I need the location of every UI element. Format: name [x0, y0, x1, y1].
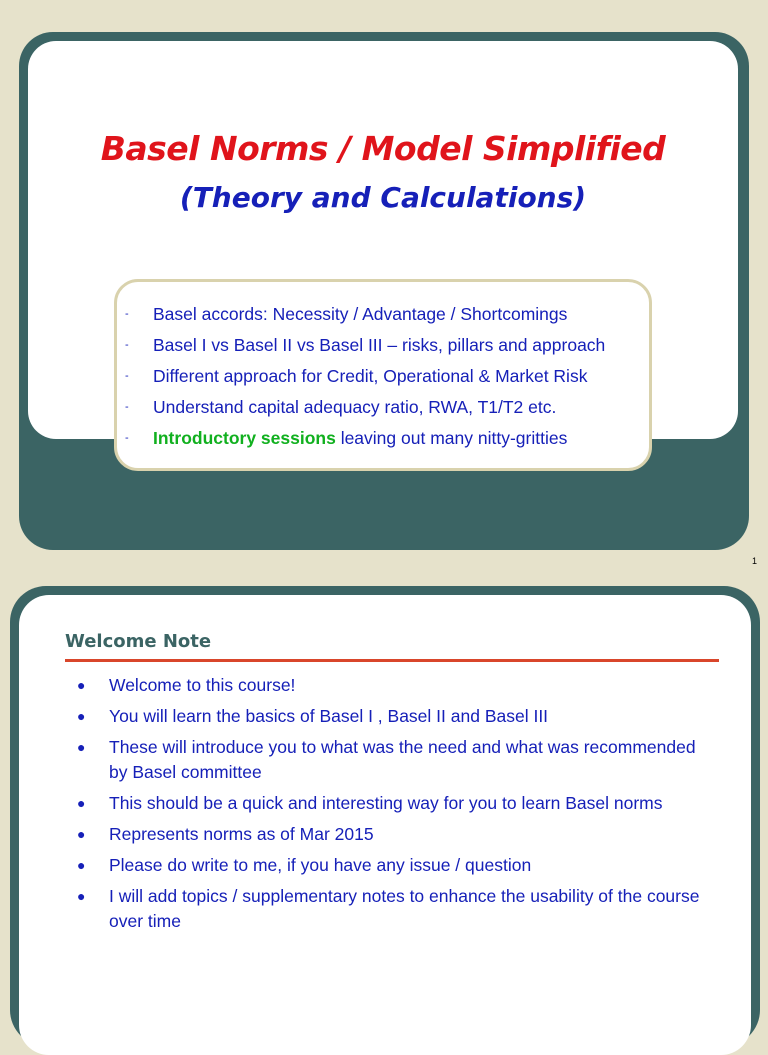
list-item-text: Represents norms as of Mar 2015: [109, 824, 374, 844]
bullet-dot-icon: ●: [77, 888, 86, 904]
slide-subtitle: (Theory and Calculations): [179, 181, 587, 214]
highlight-text: Introductory sessions: [153, 428, 336, 448]
list-item: [65, 673, 705, 698]
list-item-text: Understand capital adequacy ratio, RWA, T1/T2 etc.: [153, 397, 557, 417]
slide-title: Basel Norms / Model Simplified: [100, 129, 666, 168]
list-item: [117, 304, 605, 335]
list-item-text: Basel I vs Basel II vs Basel III – risks, pillars and approach: [153, 335, 606, 355]
list-item: [117, 397, 605, 428]
list-item: [65, 735, 705, 785]
list-item: [117, 335, 605, 366]
dash-marker: -: [125, 370, 129, 382]
list-item: [65, 853, 705, 878]
list-item-text: I will add topics / supplementary notes to enhance the usability of the course over time: [109, 886, 700, 931]
list-item: [117, 366, 605, 397]
list-item-text: Different approach for Credit, Operational & Market Risk: [153, 366, 588, 386]
slide-1: [19, 32, 749, 550]
list-item-text: These will introduce you to what was the need and what was recommended by Basel committee: [109, 737, 696, 782]
dash-marker: -: [125, 432, 129, 444]
bullet-dot-icon: ●: [77, 677, 86, 693]
list-item-text: leaving out many nitty-gritties: [335, 428, 568, 448]
list-item-text: You will learn the basics of Basel I , Basel II and Basel III: [109, 706, 549, 726]
bullet-dot-icon: ●: [77, 857, 86, 873]
bullet-dot-icon: ●: [77, 826, 86, 842]
slide-2-content-panel: [19, 595, 751, 1055]
list-item: [117, 428, 605, 459]
list-item-text: This should be a quick and interesting way for you to learn Basel norms: [109, 793, 663, 813]
list-item: [65, 704, 705, 729]
dash-marker: -: [125, 401, 129, 413]
bullet-dot-icon: ●: [77, 708, 86, 724]
slide-2: [10, 586, 760, 1046]
page-number: 1: [752, 556, 758, 566]
list-item: [65, 884, 705, 934]
list-item-text: Please do write to me, if you have any issue / question: [109, 855, 532, 875]
bullet-dot-icon: ●: [77, 795, 86, 811]
bullet-dot-icon: ●: [77, 739, 86, 755]
topics-list: [117, 304, 605, 459]
heading-divider: [65, 659, 719, 662]
list-item-text: Basel accords: Necessity / Advantage / Shortcomings: [153, 304, 568, 324]
list-item: [65, 791, 705, 816]
dash-marker: -: [125, 339, 129, 351]
list-item-text: Welcome to this course!: [109, 675, 296, 695]
section-heading: Welcome Note: [65, 631, 212, 652]
dash-marker: -: [125, 308, 129, 320]
list-item: [65, 822, 705, 847]
topics-box: [114, 279, 652, 471]
welcome-list: [65, 673, 705, 940]
